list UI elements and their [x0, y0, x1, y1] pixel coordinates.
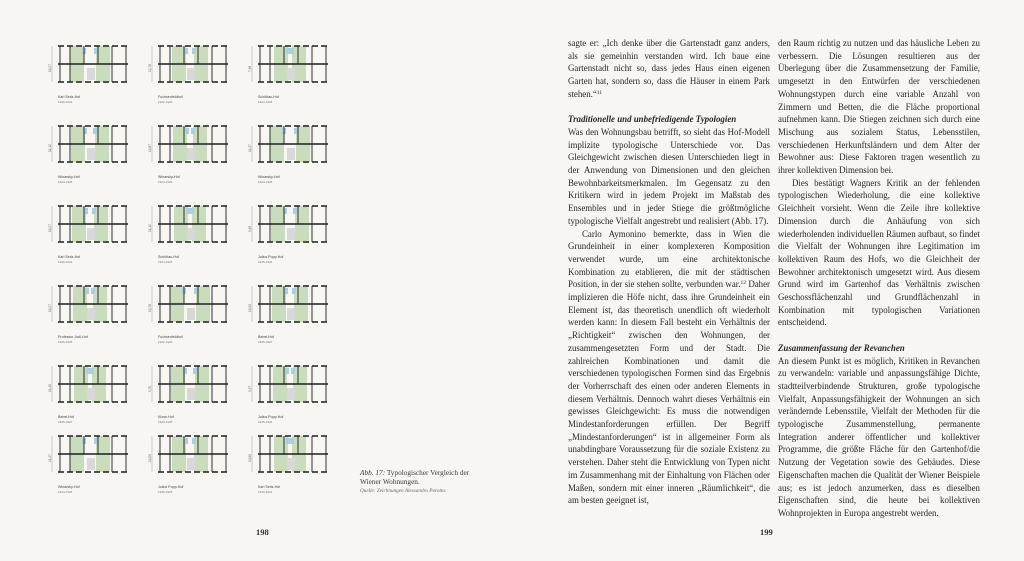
plan-name: Klose-Hof: [158, 415, 174, 419]
plan-name: Bebel-Hof: [58, 415, 74, 419]
paragraph: [568, 37, 770, 101]
floor-plan-drawing: [248, 430, 338, 482]
paragraph: An diesem Punkt ist es möglich, Kritiken in Revanchen zu verwandeln: variable und anpassungsfähige Dichte, stadtteilverbindende Strukturen, große typologische Vielfalt, Anpassungsfähigkeit der Wohnungen an sich verändernde Lebensstile, Vielfalt der Methoden für die typologische Zusammenstellung, permanente Integration anderer öffentlicher und kollektiver Programme, die größte Fläche für den Gartenhof/die Nutzung der Vegetation sowie des Gebäudes. Diese Eigenschaften machen die Qualität der Wiener Beispiele aus; es ist jedoch anzumerken, dass es dieselben Eigenschaften sind, die heute bei kollektiven Wohnprojekten in Europa angestrebt werden.: [778, 355, 980, 518]
floor-plan-drawing: [48, 120, 138, 172]
dimension-label: 10,27: [48, 304, 52, 312]
floor-plan-drawing: [148, 360, 238, 412]
plan-years: 1922-1925: [158, 340, 173, 344]
figure-caption: [360, 468, 480, 495]
floor-plan: [148, 120, 238, 190]
plan-name: Julius Popp-Hof: [258, 415, 284, 419]
floor-plan: [48, 360, 138, 430]
floor-plan: [148, 280, 238, 350]
dimension-label: 10,76: [148, 304, 152, 312]
plan-years: 1925-1926: [258, 420, 273, 424]
floor-plan: [248, 40, 338, 110]
plan-years: 1926-1931: [58, 260, 73, 264]
floor-plan-drawing: [48, 40, 138, 92]
page-number-left: 198: [256, 527, 269, 537]
paragraph: [568, 228, 770, 507]
plan-years: 1925-1926: [258, 260, 273, 264]
floor-plan-drawing: [148, 280, 238, 332]
paragraph-text: Daher implizieren die Höfe nicht, dass ihre Grundeinheit ein Element ist, das theoretisch unendlich oft wiederholt werden kann: In diesem Fall besteht ein Verhältnis der „Richtigkeit“ zwischen den Wohnungen, der zusammengesetzten Form und der Stadt. Die zahlreichen Kombinationen und damit die verschiedenen typologischen Formen sind das Ergebnis der Vorherrschaft des einen oder anderen Elements in diesem Verhältnis. Dennoch wahrt dieses Verhältnis ein gewisses Gleichgewicht: Es muss die notwendigen Mindestanforderungen erfüllen. Der Begriff „Mindestanforderungen“ ist in allgemeiner Form als unabdingbare Voraussetzung für die soziale Existenz zu verstehen. Daher steht die Entwicklung von Typen nicht im Zusammenhang mit der Einhaltung von Flächen oder Maßen, sondern mit einer inneren „Räumlichkeit“, die am besten geeignet ist,: [568, 279, 770, 506]
plan-name: Schüttau-Hof: [158, 255, 179, 259]
floor-plan-drawing: [48, 430, 138, 482]
plan-years: 1925-1926: [158, 490, 173, 494]
floor-plan: [248, 120, 338, 190]
floor-plan-drawing: [148, 40, 238, 92]
paragraph: Dies bestätigt Wagners Kritik an der fehlenden typologischen Wiederholung, die eine kollektive Gleichheit vorsieht. Wenn die Zeile ihre kollektive Dimension durch die Anhäufung von sich wiederholenden individuellen Räumen aufbaut, so findet die Vielfalt der Wohnungen ihre Legitimation im kollektiven Raum des Hofs, wo die Gleichheit der Bewohner architektonisch umgesetzt wird. Aus diesem Grund wird im Gartenhof das Verhältnis zwischen Geschossflächenzahl und Grundflächenzahl in Kombination mit typologischen Variationen entscheidend.: [778, 177, 980, 328]
plan-years: 1924-1925: [258, 100, 273, 104]
dimension-label: 11,12: [48, 144, 52, 152]
dimension-label: 12,76: [148, 64, 152, 72]
floor-plan-drawing: [148, 200, 238, 252]
floor-plan-drawing: [48, 280, 138, 332]
paragraph-text: Carlo Aymonino bemerkte, dass in Wien die Grundeinheit in einer komplexeren Komposition verwendet wurde, um eine architektonische Kombination zu etablieren, die mit der städtischen Position, in der sie stehen sollte, verbunden war.: [568, 228, 770, 290]
plan-name: Karl Seitz-Hof: [58, 95, 81, 99]
caption-label: Abb. 17:: [360, 468, 386, 477]
plan-years: 1924-1926: [58, 180, 73, 184]
dimension-label: 11,40: [48, 384, 52, 392]
dimension-label: 9,63: [248, 225, 252, 232]
plan-name: Fuchsenfeldhof: [158, 335, 183, 339]
plan-years: 1924-1926: [58, 490, 73, 494]
floor-plan: [48, 120, 138, 190]
dimension-label: 10,90: [248, 304, 252, 312]
plan-years: 1924-1926: [258, 180, 273, 184]
plan-years: 1924-1925: [158, 420, 173, 424]
floor-plan-drawing: [248, 280, 338, 332]
floor-plan: [248, 280, 338, 350]
dimension-label: 12,00: [148, 454, 152, 462]
dimension-label: 10,27: [48, 64, 52, 72]
floor-plan: [248, 360, 338, 430]
plan-name: Winarsky-Hof: [58, 175, 80, 179]
footnote-ref: 11: [596, 89, 603, 96]
floor-plan-drawing: [248, 200, 338, 252]
floor-plan: [148, 430, 238, 500]
dimension-label: 11,12: [148, 224, 152, 232]
section-heading: Traditionelle und unbefriedigende Typologien: [568, 114, 737, 125]
dimension-label: 10,27: [48, 224, 52, 232]
plan-name: Karl Seitz-Hof: [258, 485, 281, 489]
plan-name: Julius Popp-Hof: [158, 485, 184, 489]
plan-name: Bebel-Hof: [258, 335, 274, 339]
caption-main: [360, 468, 480, 486]
plan-years: 1926-1931: [258, 490, 273, 494]
dimension-label: 7,98: [248, 65, 252, 72]
plan-years: 1922-1925: [158, 100, 173, 104]
floor-plan-drawing: [248, 40, 338, 92]
floor-plan: [148, 200, 238, 270]
paragraph: Was den Wohnungsbau betrifft, so sieht das Hof-Modell implizite typologische Unterschiede vor. Das Gleichgewicht zwischen diesen Unterschieden liegt in der Anwendung von Dimensionen und den gleichen Bewohnbarkeitsmerkmalen. Im Gegensatz zu den Kritikern wird in jedem Projekt im Maßstab des Ensembles und in jeder Stiege die größtmögliche typologische Vielfalt angestrebt und realisiert (Abb. 17).: [568, 126, 770, 226]
footnote-ref: 12: [740, 280, 746, 287]
floor-plan-drawing: [48, 200, 138, 252]
plan-years: 1925-1927: [58, 420, 73, 424]
dimension-label: 10,87: [148, 144, 152, 152]
text-column-2: [778, 37, 980, 520]
floor-plan-drawing: [248, 120, 338, 172]
floor-plan-drawing: [48, 360, 138, 412]
plan-name: Schüttau-Hof: [258, 95, 279, 99]
plan-name: Fuchsenfeldhof: [158, 95, 183, 99]
dimension-label: 9,70: [148, 385, 152, 392]
floor-plan: [148, 360, 238, 430]
floor-plan: [48, 200, 138, 270]
plan-years: 1925-1927: [258, 340, 273, 344]
dimension-label: 11,47: [48, 454, 52, 462]
floor-plan-drawing: [148, 430, 238, 482]
caption-source: Quelle: Zeichnungen Alessandro Porotto.: [360, 488, 447, 494]
dimension-label: 11,27: [248, 144, 252, 152]
floor-plan: [248, 430, 338, 500]
section-heading: Zusammenfassung der Revanchen: [778, 342, 905, 353]
floor-plan-drawing: [248, 360, 338, 412]
floor-plan: [48, 430, 138, 500]
floor-plan: [48, 280, 138, 350]
floor-plan-drawing: [148, 120, 238, 172]
floor-plan: [248, 200, 338, 270]
floor-plan: [48, 40, 138, 110]
caption-text: Typologischer Vergleich der Wiener Wohnungen.: [360, 468, 470, 486]
plan-years: 1924-1925: [158, 260, 173, 264]
plan-name: Julius Popp-Hof: [258, 255, 284, 259]
paragraph-text: sagte er: „Ich denke über die Gartenstadt ganz anders, als sie gemeinhin verstanden wird. Ich baue eine Gartenstadt nicht so, dass jedes Haus einen eigenen Garten hat, sondern so, dass die Häuser in einem Park stehen.“: [568, 38, 770, 99]
plan-years: 1926-1931: [58, 100, 73, 104]
plan-years: 1924-1926: [158, 180, 173, 184]
plan-name: Winarsky-Hof: [258, 175, 280, 179]
text-column-1: [568, 37, 770, 507]
dimension-label: 9,57: [248, 385, 252, 392]
plan-name: Winarsky-Hof: [158, 175, 180, 179]
plan-years: 1925-1926: [58, 340, 73, 344]
plan-name: Professor Jodl-Hof: [58, 335, 88, 339]
floor-plan: [148, 40, 238, 110]
page-number-right: 199: [760, 527, 773, 537]
plan-name: Winarsky-Hof: [58, 485, 80, 489]
paragraph: den Raum richtig zu nutzen und das häusliche Leben zu verbessern. Die Lösungen resultieren aus der Überlegung über die Zusammensetzung der Familie, umgesetzt in den Entwürfen der verschiedenen Wohnungstypen durch eine variable Anzahl von Zimmern und Betten, die die Fläche proportional aufnehmen kann. Die Stiegen zeichnen sich durch eine Mischung aus sozialem Status, Lebensstilen, verschiedenen Herkunftsländern und dem Alter der Bewohner aus: Diese Faktoren tragen wesentlich zu ihrer kollektiven Dimension bei.: [778, 38, 980, 176]
dimension-label: 10,60: [248, 454, 252, 462]
plan-name: Karl Seitz-Hof: [58, 255, 81, 259]
